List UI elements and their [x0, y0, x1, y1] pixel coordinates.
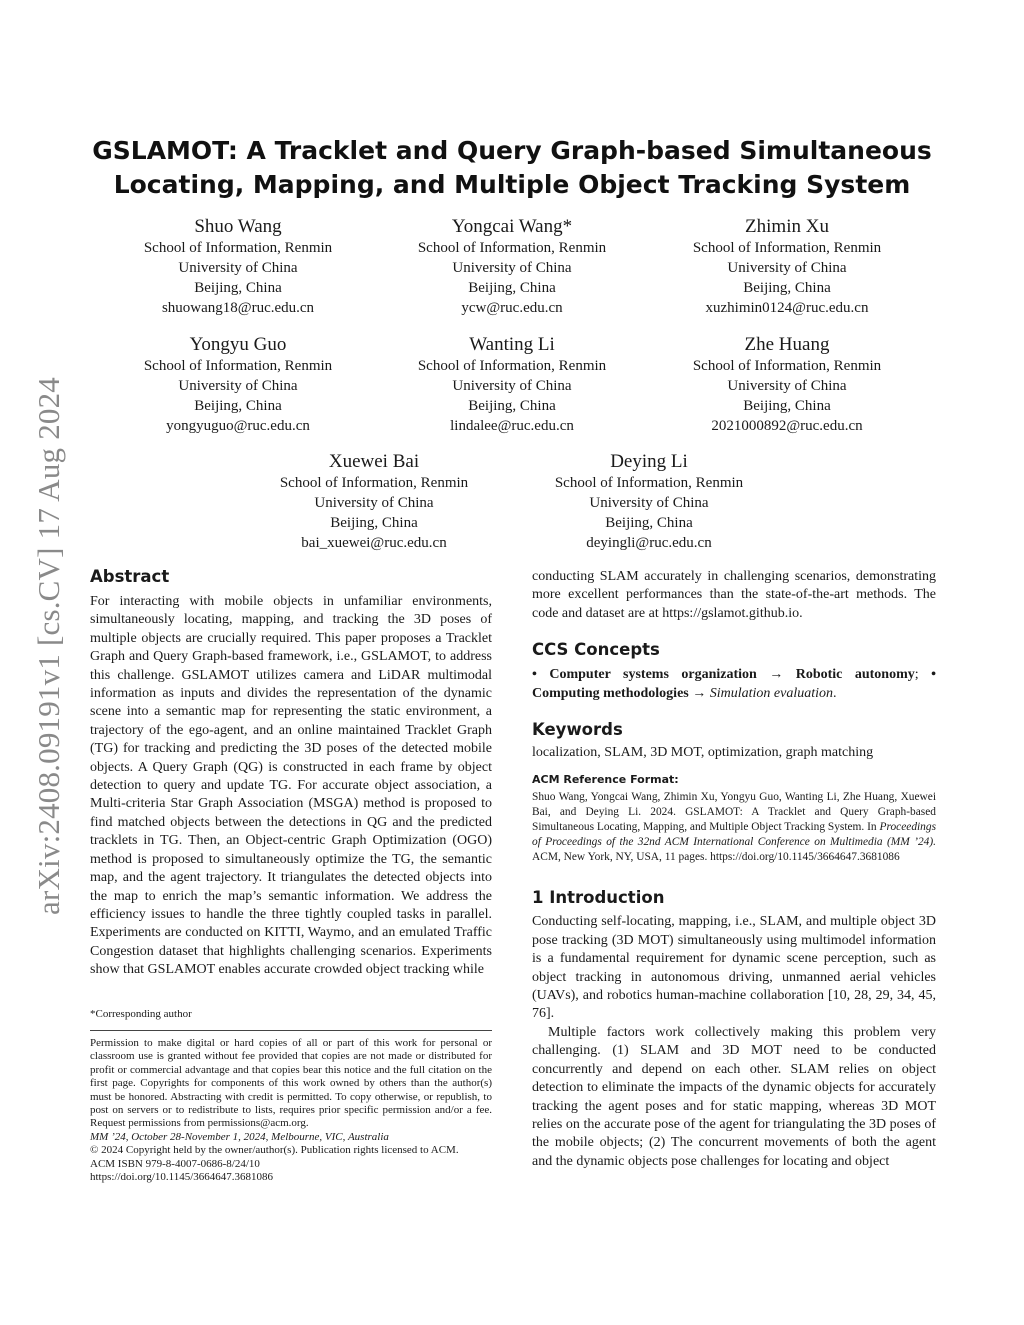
- intro-paragraph: Multiple factors work collectively making this problem very challenging. (1) SLAM and 3D MOT need to be conducted concurrently and depend on each other. SLAM relies on object detection to eliminate the impacts of the dynamic objects for accurately tracking the agent poses and for static mapping, whereas 3D MOT relies on the accurate pose of the agent for triangulating the 3D poses of the mobile objects; (2) The concurrent movements of both the agent and the dynamic objects pose challenges for locating and object: [532, 1024, 936, 1169]
- author-email: shuowang18@ruc.edu.cn: [161, 300, 315, 316]
- ccs-end: .: [833, 685, 837, 701]
- reference-heading: ACM Reference Format:: [532, 773, 679, 787]
- author-name: Zhe Huang: [744, 334, 830, 355]
- author-city: Beijing, China: [468, 280, 556, 296]
- abstract-continuation: conducting SLAM accurately in challenging scenarios, demonstrating more excellent performances than the state-of-the-art methods. The code and dataset are at https://gslamot.github.io.: [532, 569, 936, 621]
- keywords-text: localization, SLAM, 3D MOT, optimization, graph matching: [532, 745, 874, 761]
- intro-paragraph: Conducting self-locating, mapping, i.e., SLAM, and multiple object 3D pose tracking (3D MOT) simultaneously using multimodel information is a fundamental requirement for dynamic scene perception, such as object tracking in autonomous driving, unmanned aerial vehicles (UAVs), and robotics human-machine collaboration [10, 28, 29, 34, 45, 76].: [532, 914, 936, 1022]
- author-city: Beijing, China: [194, 398, 282, 414]
- author-affiliation: School of Information, Renmin: [143, 358, 333, 374]
- keywords-heading: Keywords: [532, 720, 623, 740]
- ccs-bullet: •: [532, 667, 537, 683]
- author-block: [382, 216, 642, 318]
- isbn-line: ACM ISBN 979-8-4007-0686-8/24/10: [90, 1157, 260, 1170]
- ccs-arrow: →: [756, 667, 796, 683]
- author-city: Beijing, China: [194, 280, 282, 296]
- abstract-heading: Abstract: [90, 567, 170, 586]
- author-city: Beijing, China: [605, 515, 693, 531]
- author-affiliation: University of China: [452, 378, 572, 394]
- author-affiliation: School of Information, Renmin: [417, 358, 607, 374]
- author-name: Shuo Wang: [194, 216, 282, 237]
- author-block: [657, 334, 917, 436]
- author-affiliation: School of Information, Renmin: [417, 240, 607, 256]
- arxiv-id: arXiv:2408.09191v1 [cs.CV] 17 Aug 2024: [31, 376, 66, 916]
- author-email: deyingli@ruc.edu.cn: [586, 535, 712, 551]
- author-block: [657, 216, 917, 318]
- author-city: Beijing, China: [743, 398, 831, 414]
- ccs-term: Computer systems organization: [549, 667, 757, 683]
- author-name: Wanting Li: [469, 334, 555, 355]
- author-name: Yongcai Wang*: [451, 216, 573, 237]
- author-email: lindalee@ruc.edu.cn: [450, 418, 574, 434]
- footnote-rule: [90, 1030, 492, 1031]
- title-line-2: Locating, Mapping, and Multiple Object Tracking System: [113, 170, 911, 199]
- ccs-subterm: Simulation evaluation: [709, 685, 833, 701]
- left-column: [90, 566, 492, 980]
- abstract-text: For interacting with mobile objects in unfamiliar environments, simultaneously locating, mapping, and tracking the 3D poses of multiple objects are crucially required. This paper proposes a Tracklet Graph and Query Graph-based framework, i.e., GSLAMOT, to address this challenge. GSLAMOT utilizes camera and LiDAR multimodal information as inputs and divides the representation of the dynamic scene into a semantic map for representing the static environment, a trajectory of the ego-agent, and an online maintained Tracklet Graph (TG) for tracking and predicting the 3D poses of the detected mobile objects. A Query Graph (QG) is constructed in each frame by object detection to query and update TG. For accurate object association, a Multi-criteria Star Graph Association (MSGA) method is proposed to find matched objects between the detections in QG and the predicted tracklets in TG. Then, an Object-centric Graph Optimization (OGO) method is proposed to simultaneously optimize the TG, the semantic map, and the agent trajectory. It triangulates the detected objects into the map to enrich the map’s semantic information. We address the efficiency issues to handle the three tightly coupled tasks in parallel. Experiments are conducted on KITTI, Waymo, and an emulated Traffic Congestion dataset that highlights challenging scenarios. Experiments show that GSLAMOT enables accurate crowded object tracking while: [90, 594, 492, 978]
- reference-text: [532, 790, 936, 865]
- author-affiliation: School of Information, Renmin: [692, 358, 882, 374]
- author-name: Yongyu Guo: [189, 334, 287, 355]
- ccs-arrow: →: [688, 685, 710, 701]
- author-email: xuzhimin0124@ruc.edu.cn: [705, 300, 869, 316]
- author-name: Xuewei Bai: [328, 451, 420, 472]
- author-affiliation: University of China: [178, 260, 298, 276]
- author-affiliation: University of China: [727, 378, 847, 394]
- author-email: yongyuguo@ruc.edu.cn: [166, 418, 310, 434]
- author-block: [382, 334, 642, 436]
- doi-line: https://doi.org/10.1145/3664647.3681086: [90, 1171, 274, 1184]
- copyright-line: © 2024 Copyright held by the owner/author(s). Publication rights licensed to ACM.: [90, 1144, 459, 1157]
- reference-publisher: ACM, New York, NY, USA, 11 pages. https://doi.org/10.1145/3664647.3681086: [532, 851, 900, 864]
- author-email: ycw@ruc.edu.cn: [461, 300, 563, 316]
- author-affiliation: University of China: [452, 260, 572, 276]
- corresponding-author-note: *Corresponding author: [90, 1008, 192, 1020]
- paper-title: [90, 134, 934, 202]
- ccs-bullet: •: [931, 667, 937, 683]
- author-block: [108, 334, 368, 436]
- author-affiliation: University of China: [589, 495, 709, 511]
- introduction-heading: 1 Introduction: [532, 888, 665, 908]
- acm-reference: [532, 772, 936, 865]
- title-line-1: GSLAMOT: A Tracklet and Query Graph-based Simultaneous: [92, 136, 932, 165]
- footnote-corresponding: [90, 1008, 492, 1021]
- conference-venue: MM ’24, October 28-November 1, 2024, Melbourne, VIC, Australia: [90, 1130, 389, 1143]
- author-email: bai_xuewei@ruc.edu.cn: [301, 535, 447, 551]
- ccs-term: Computing methodologies: [532, 685, 689, 701]
- author-affiliation: School of Information, Renmin: [692, 240, 882, 256]
- reference-venue: Proceedings of Proceedings of the 32nd ACM International Conference on Multimedia (MM ’24).: [532, 821, 936, 849]
- permission-notice: Permission to make digital or hard copies of all or part of this work for personal or classroom use is granted without fee provided that copies are not made or distributed for profit or commercial advantage and that copies bear this notice and the full citation on the first page. Copyrights for components of this work owned by others than the author(s) must be honored. Abstracting with credit is permitted. To copy otherwise, or republish, to post on servers or to redistribute to lists, requires prior specific permission and/or a fee. Request permissions from permissions@acm.org.: [90, 1037, 492, 1130]
- author-city: Beijing, China: [743, 280, 831, 296]
- copyright-block: [90, 1037, 492, 1184]
- ccs-heading: CCS Concepts: [532, 640, 660, 660]
- author-affiliation: School of Information, Renmin: [143, 240, 333, 256]
- author-city: Beijing, China: [330, 515, 418, 531]
- author-affiliation: University of China: [727, 260, 847, 276]
- author-city: Beijing, China: [468, 398, 556, 414]
- ccs-concepts: [532, 666, 936, 703]
- author-affiliation: University of China: [178, 378, 298, 394]
- arxiv-sidebar: [31, 348, 66, 944]
- ccs-subterm: Robotic autonomy: [795, 667, 915, 683]
- author-affiliation: School of Information, Renmin: [279, 475, 469, 491]
- author-block: [519, 451, 779, 553]
- author-name: Deying Li: [610, 451, 688, 472]
- ccs-separator: ;: [914, 667, 932, 683]
- author-affiliation: School of Information, Renmin: [554, 475, 744, 491]
- author-affiliation: University of China: [314, 495, 434, 511]
- author-block: [244, 451, 504, 553]
- reference-citation: Shuo Wang, Yongcai Wang, Zhimin Xu, Yongyu Guo, Wanting Li, Zhe Huang, Xuewei Bai, and Deying Li. 2024. GSLAMOT: A Tracklet and Query Graph-based Simultaneous Locating, Mapping, and Multiple Object Tracking System. In: [532, 791, 936, 834]
- author-email: 2021000892@ruc.edu.cn: [711, 418, 863, 434]
- right-column: [532, 568, 936, 1171]
- author-name: Zhimin Xu: [745, 216, 829, 237]
- author-block: [108, 216, 368, 318]
